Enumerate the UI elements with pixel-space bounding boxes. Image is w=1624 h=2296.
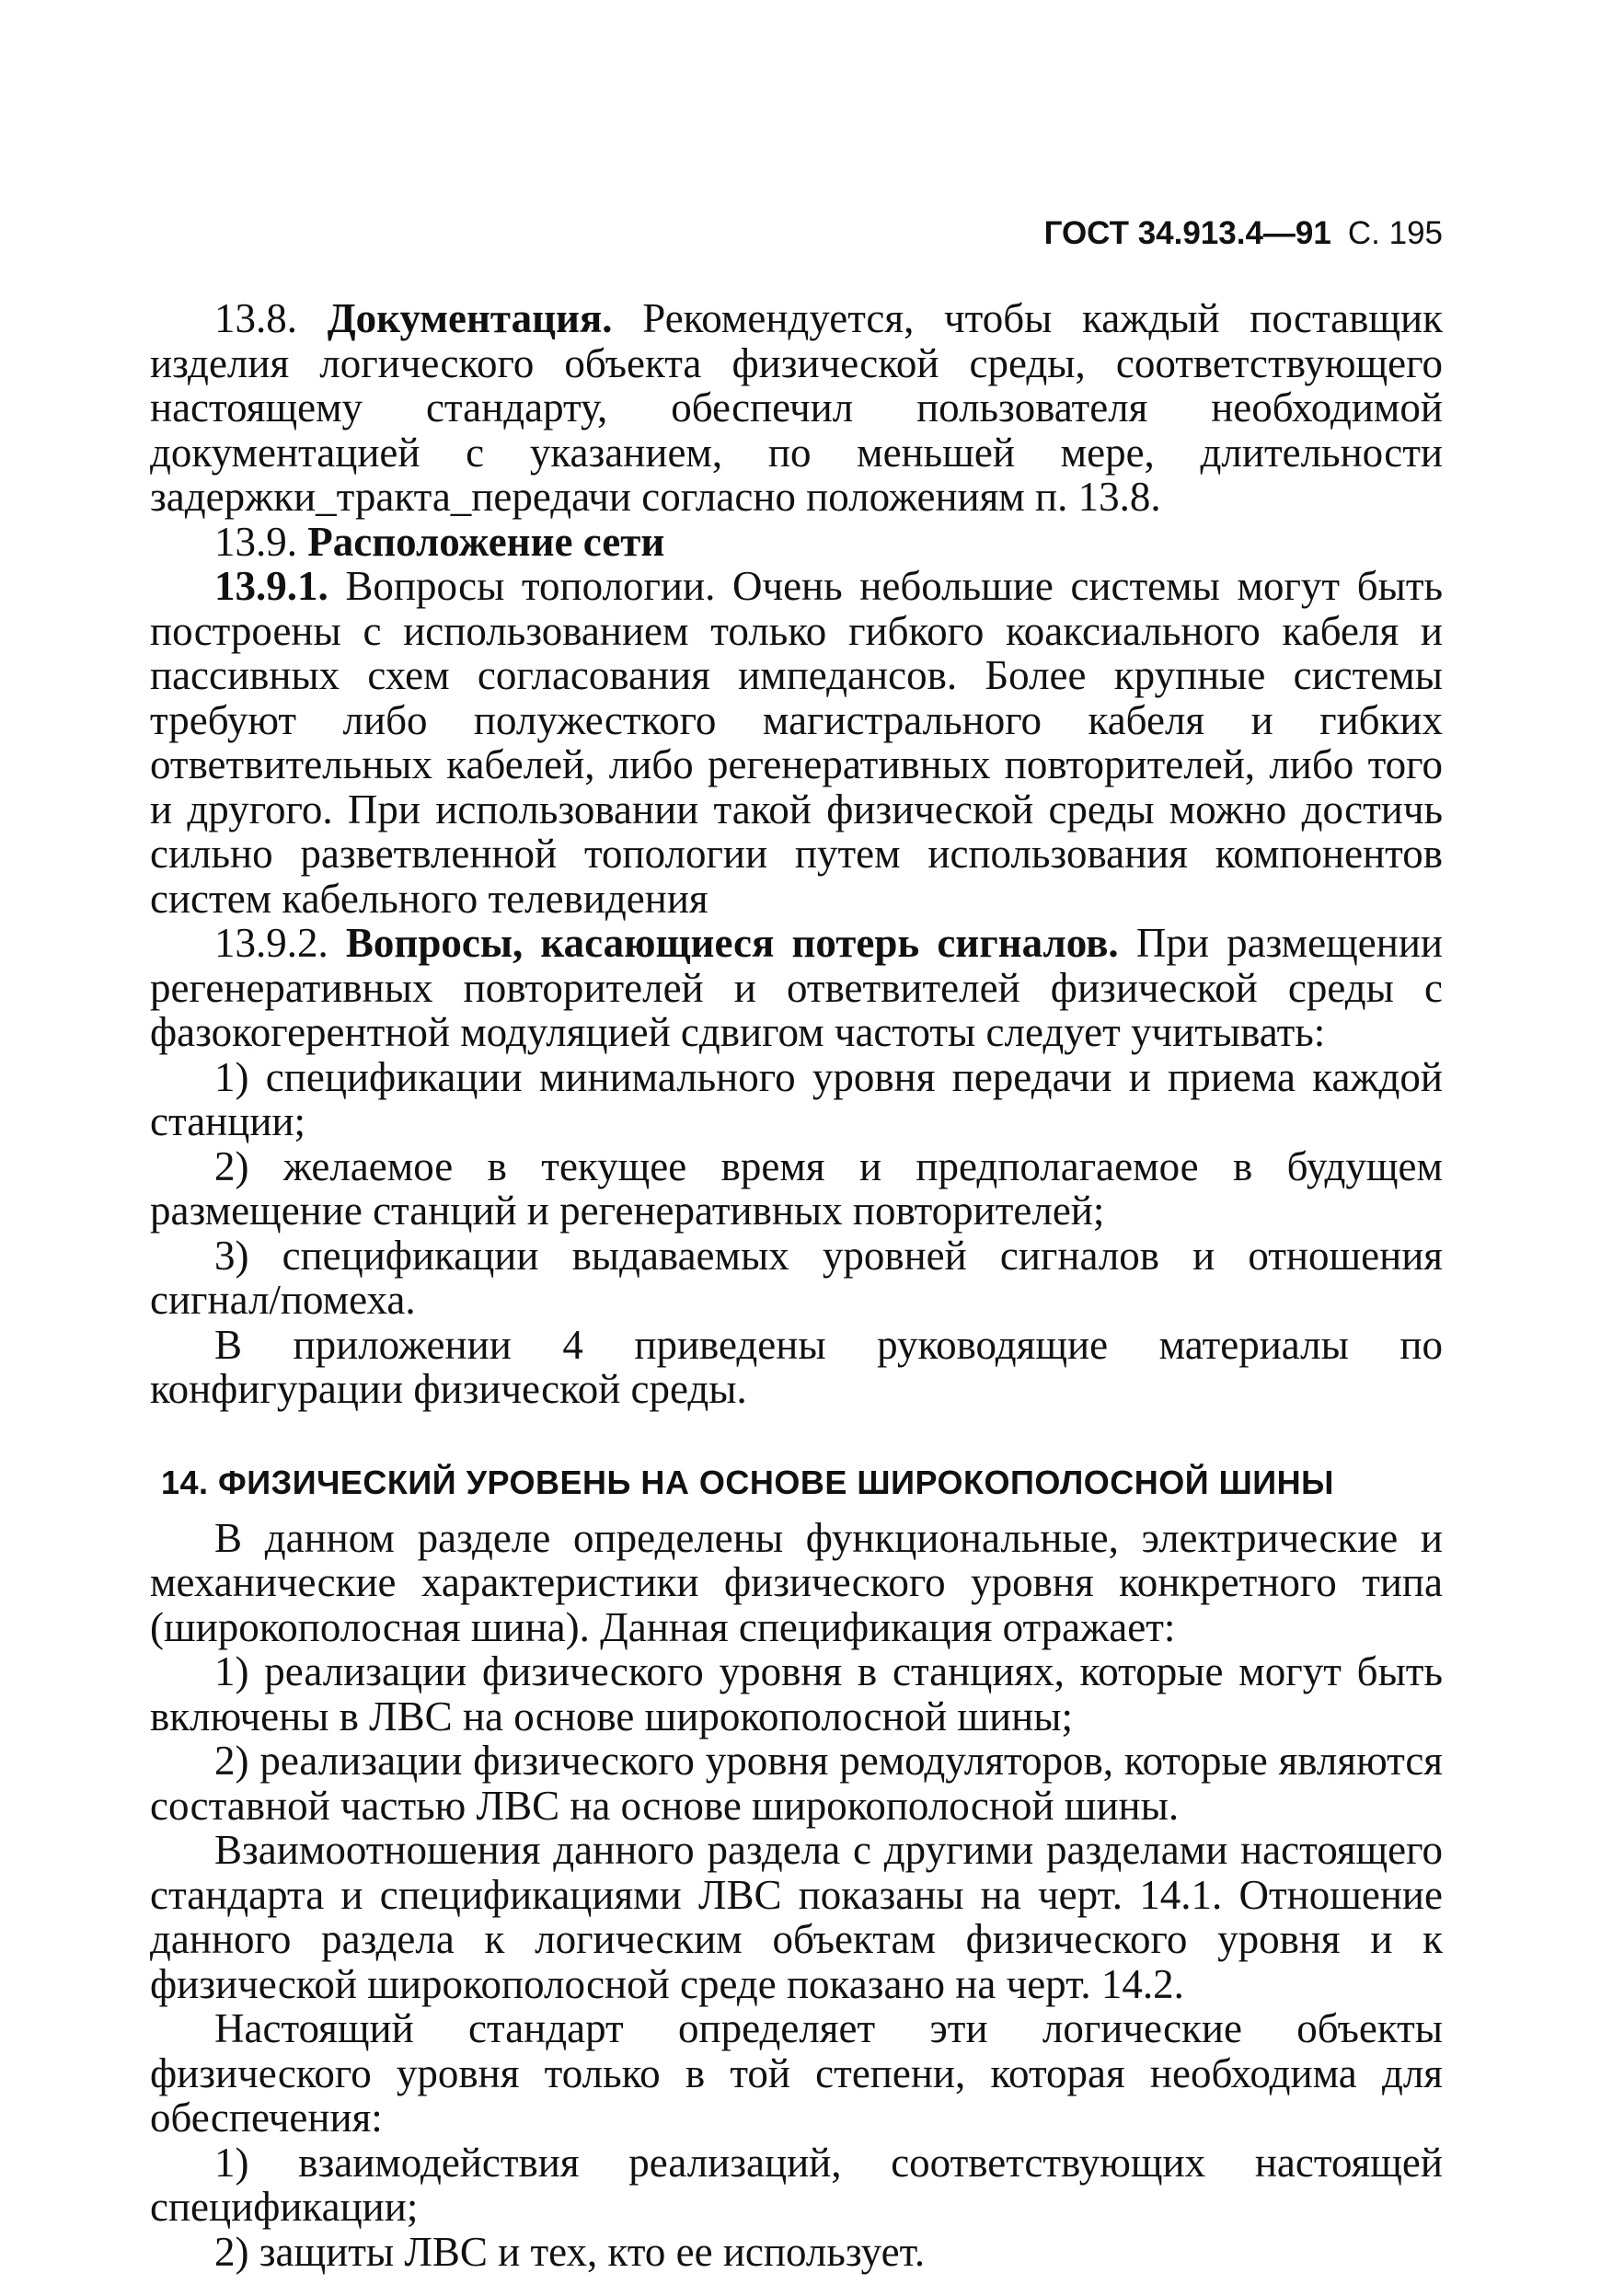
paragraph-13-9-2	[150, 921, 1443, 1055]
paragraph-13-8	[150, 296, 1443, 520]
page-number: С. 195	[1347, 215, 1443, 251]
list-item: 1) реализации физического уровня в станциях, которые могут быть включены в ЛВС на основе широкополосной шины;	[150, 1648, 1443, 1739]
list-item: 2) реализации физического уровня ремодуляторов, которые являются составной частью ЛВС на основе широкополосной шины.	[150, 1738, 1443, 1829]
list-item: 1) взаимодействия реализаций, соответствующих настоящей спецификации;	[150, 2139, 1443, 2230]
paragraph-13-9	[150, 520, 1443, 565]
document-page	[150, 212, 1443, 2274]
standard-code: ГОСТ 34.913.4—91	[1043, 215, 1331, 251]
clause-number: 13.9.1.	[214, 563, 328, 609]
running-header	[150, 212, 1443, 256]
paragraph-13-9-1	[150, 564, 1443, 921]
clause-heading: Документация.	[327, 295, 613, 341]
clause-heading: Вопросы, касающиеся потерь сигналов.	[345, 920, 1119, 966]
section-14-scope: Настоящий стандарт определяет эти логические объекты физического уровня только в той степени, которая необходима для обеспечения:	[150, 2005, 1443, 2141]
appendix-note: В приложении 4 приведены руководящие материалы по конфигурации физической среды.	[150, 1321, 1443, 1412]
clause-number: 13.9.	[214, 518, 297, 565]
section-14-relations: Взаимоотношения данного раздела с другими разделами настоящего стандарта и спецификациями ЛВС показаны на черт. 14.1. Отношение данного раздела к логическим объектам физического уровня и к физической широкополосной среде показано на черт. 14.2.	[150, 1827, 1443, 2007]
section-14-intro: В данном разделе определены функциональные, электрические и механические характеристики физического уровня конкретного типа (широкополосная шина). Данная спецификация отражает:	[150, 1514, 1443, 1650]
list-item: 1) спецификации минимального уровня передачи и приема каждой станции;	[150, 1053, 1443, 1144]
clause-number: 13.9.2.	[214, 920, 328, 966]
list-item: 2) желаемое в текущее время и предполагаемое в будущем размещение станций и регенеративных повторителей;	[150, 1142, 1443, 1234]
clause-text: Вопросы топологии. Очень небольшие системы могут быть построены с использованием только гибкого коаксиального кабеля и пассивных схем согласования импедансов. Более крупные системы требуют либо полужесткого магистрального кабеля и гибких ответвительных кабелей, либо регенеративных повторителей, либо того и другого. При использовании такой физической среды можно достичь сильно разветвленной топологии путем использования компонентов систем кабельного телевидения	[150, 563, 1444, 922]
list-item: 2) защиты ЛВС и тех, кто ее использует.	[214, 2228, 926, 2275]
clause-text: При размещении регенеративных повторителей и ответвителей физической среды с фазокогерентной модуляцией сдвигом частоты следует учитывать:	[150, 920, 1444, 1055]
section-14-title: 14. ФИЗИЧЕСКИЙ УРОВЕНЬ НА ОСНОВЕ ШИРОКОПОЛОСНОЙ ШИНЫ	[161, 1463, 1334, 1501]
clause-text: Рекомендуется, чтобы каждый поставщик изделия логического объекта физической среды, соответствующего настоящему стандарту, обеспечил пользователя необходимой документацией с указанием, по меньшей мере, длительности задержки_тракта_передачи согласно положениям п. 13.8.	[150, 295, 1443, 520]
list-item: 3) спецификации выдаваемых уровней сигналов и отношения сигнал/помеха.	[150, 1232, 1443, 1323]
clause-number: 13.8.	[214, 295, 297, 341]
clause-heading: Расположение сети	[307, 518, 665, 565]
